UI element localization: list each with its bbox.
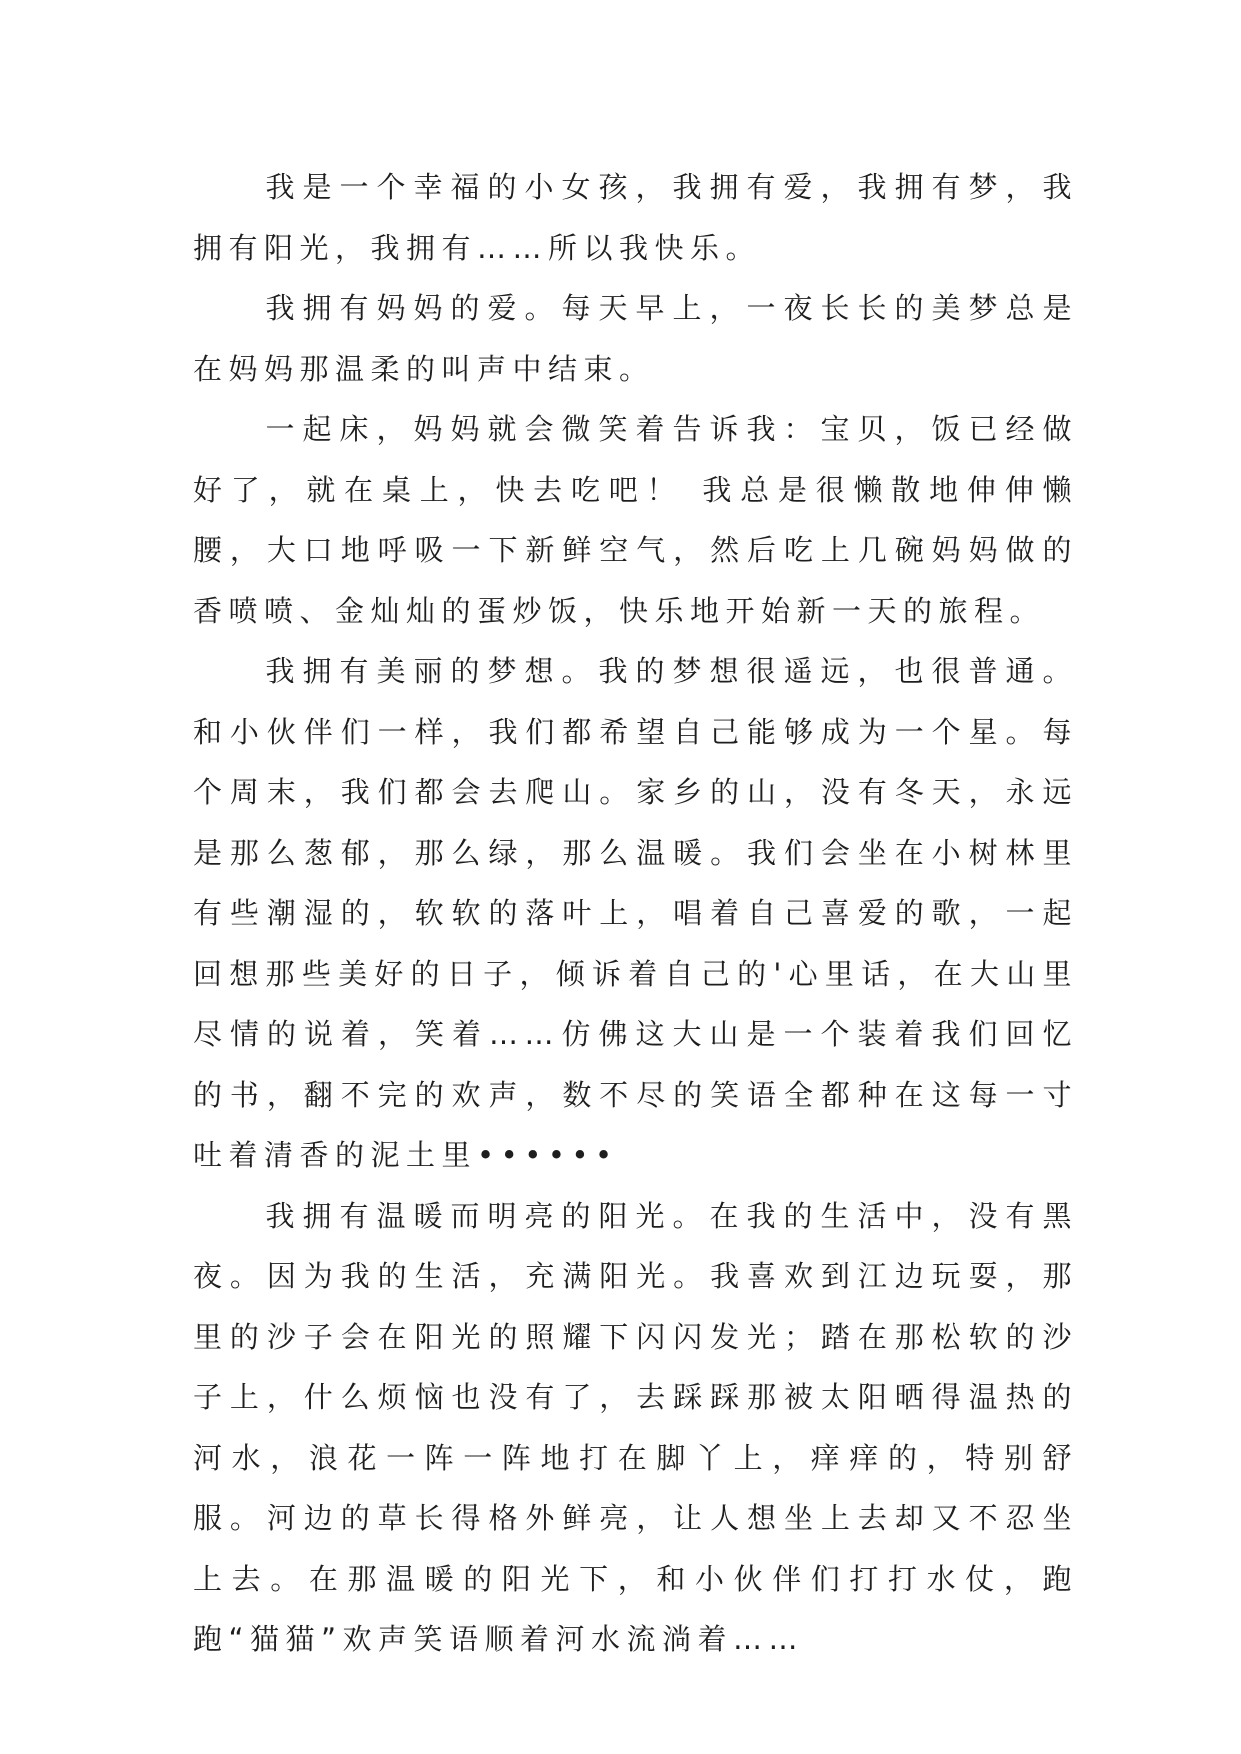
paragraph-intro: 我是一个幸福的小女孩，我拥有爱，我拥有梦，我拥有阳光，我拥有……所以我快乐。: [193, 170, 1078, 265]
paragraph-mother-love: 我拥有妈妈的爱。每天早上，一夜长长的美梦总是在妈妈那温柔的叫声中结束。: [193, 291, 1078, 386]
document-body: [193, 157, 1078, 1670]
paragraph-breakfast: 一起床，妈妈就会微笑着告诉我：宝贝，饭已经做好了，就在桌上，快去吃吧！ 我总是很懒散地伸伸懒腰，大口地呼吸一下新鲜空气，然后吃上几碗妈妈做的香喷喷、金灿灿的蛋炒饭，快乐地开始新一天的旅程。: [193, 412, 1078, 628]
paragraph-dream: 我拥有美丽的梦想。我的梦想很遥远，也很普通。和小伙伴们一样，我们都希望自己能够成为一个星。每个周末，我们都会去爬山。家乡的山，没有冬天，永远是那么葱郁，那么绿，那么温暖。我们会坐在小树林里有些潮湿的，软软的落叶上，唱着自己喜爱的歌，一起回想那些美好的日子，倾诉着自己的'心里话，在大山里尽情的说着，笑着……仿佛这大山是一个装着我们回忆的书，翻不完的欢声，数不尽的笑语全都种在这每一寸吐着清香的泥土里••••••: [193, 654, 1078, 1172]
paragraph-sunshine: 我拥有温暖而明亮的阳光。在我的生活中，没有黑夜。因为我的生活，充满阳光。我喜欢到江边玩耍，那里的沙子会在阳光的照耀下闪闪发光；踏在那松软的沙子上，什么烦恼也没有了，去踩踩那被太阳晒得温热的河水，浪花一阵一阵地打在脚丫上，痒痒的，特别舒服。河边的草长得格外鲜亮，让人想坐上去却又不忍坐上去。在那温暖的阳光下，和小伙伴们打打水仗，跑跑“猫猫”欢声笑语顺着河水流淌着……: [193, 1198, 1078, 1656]
